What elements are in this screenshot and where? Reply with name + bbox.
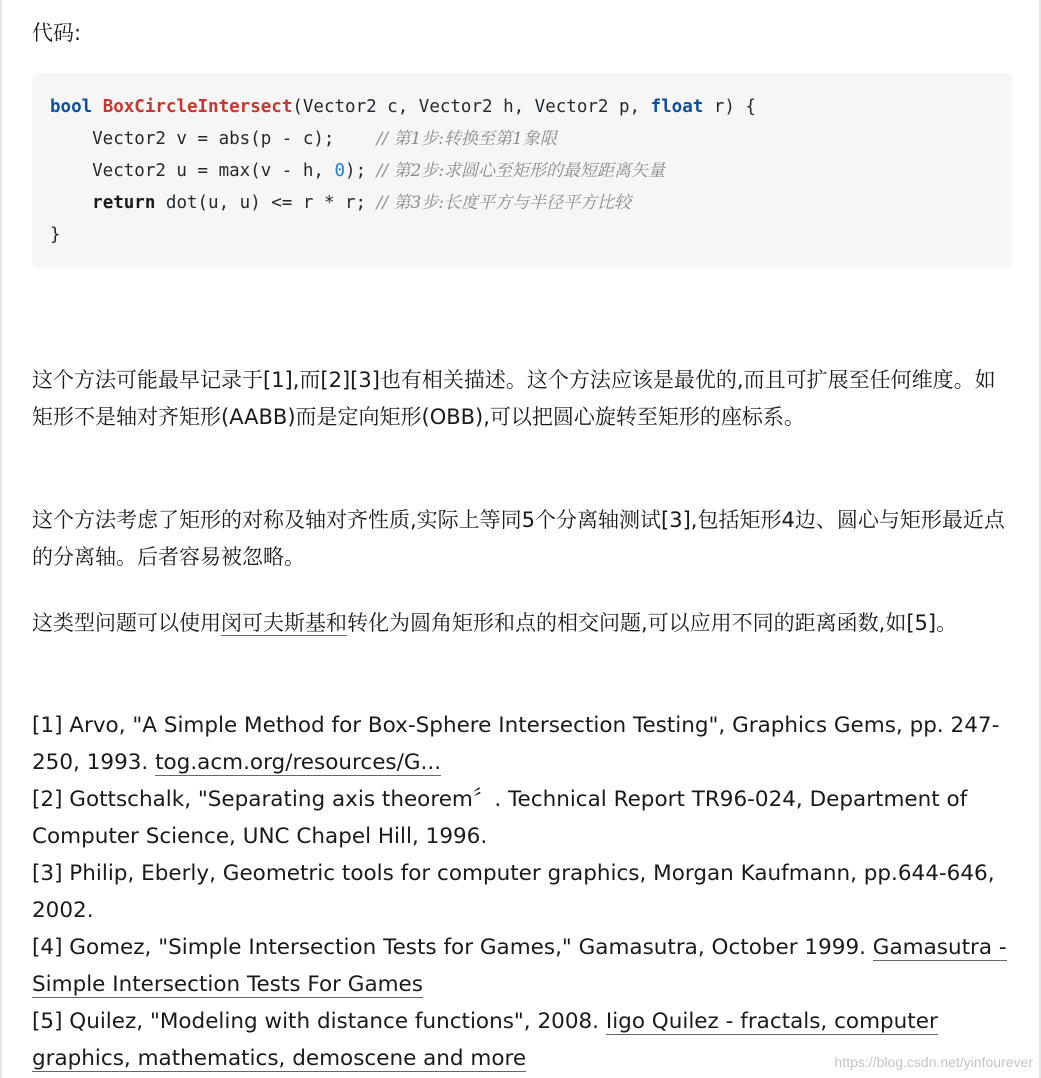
references-list — [32, 707, 1012, 1077]
code-text-span: (Vector2 c, Vector2 h, Vector2 p, — [292, 97, 651, 117]
paragraph-minkowski — [32, 605, 1012, 642]
code-number: 0 — [334, 161, 346, 181]
left-border — [0, 0, 2, 1078]
code-keyword: return — [92, 193, 156, 213]
reference-text: [4] Gomez, "Simple Intersection Tests for Games," Gamasutra, October 1999. — [32, 935, 873, 960]
code-line-1 — [50, 97, 756, 117]
reference-item-3: [3] Philip, Eberly, Geometric tools for computer graphics, Morgan Kaufmann, pp.644-646, 2002. — [32, 861, 995, 923]
code-keyword: bool — [50, 97, 93, 117]
code-text-span: Vector2 v = abs(p - c); — [50, 129, 377, 149]
paragraph-text: 转化为圆角矩形和点的相交问题,可以应用不同的距离函数,如[5]。 — [347, 611, 958, 635]
code-comment: // 第3步:长度平方与半径平方比较 — [376, 193, 632, 213]
paragraph-method-origin: 这个方法可能最早记录于[1],而[2][3]也有相关描述。这个方法应该是最优的,而且可扩展至任何维度。如矩形不是轴对齐矩形(AABB)而是定向矩形(OBB),可以把圆心旋转至矩形的座标系。 — [32, 368, 996, 429]
reference-link-5[interactable]: Iigo Quilez - fractals, computer graphics, mathematics, demoscene and more — [32, 1009, 938, 1071]
paragraph-separating-axis: 这个方法考虑了矩形的对称及轴对齐性质,实际上等同5个分离轴测试[3],包括矩形4边、圆心与矩形最近点的分离轴。后者容易被忽略。 — [32, 508, 1005, 569]
code-block — [32, 73, 1012, 268]
code-keyword: float — [650, 97, 704, 117]
code-text-span: r) { — [703, 97, 756, 117]
reference-item-2: [2] Gottschalk, "Separating axis theorem〞. Technical Report TR96-024, Department of Computer Science, UNC Chapel Hill, 1996. — [32, 787, 968, 849]
reference-item-4 — [32, 929, 1012, 1003]
code-line-5: } — [50, 225, 61, 245]
code-section-label: 代码: — [32, 21, 82, 45]
code-line-4 — [50, 193, 631, 213]
code-text-span: dot(u, u) <= r * r; — [155, 193, 377, 213]
minkowski-sum-link[interactable]: 闵可夫斯基和 — [221, 611, 347, 635]
reference-link-1[interactable]: tog.acm.org/resources/G... — [155, 750, 442, 775]
reference-item-1 — [32, 707, 1012, 781]
code-comment: // 第2步:求圆心至矩形的最短距离矢量 — [376, 161, 666, 181]
reference-text: [1] Arvo, "A Simple Method for Box-Sphere Intersection Testing", Graphics Gems, pp. 247-250, 1993. — [32, 713, 1000, 775]
paragraph-text: 这类型问题可以使用 — [32, 611, 221, 635]
reference-text: [5] Quilez, "Modeling with distance functions", 2008. — [32, 1009, 606, 1034]
code-text-span: Vector2 u = max(v - h, — [50, 161, 335, 181]
code-function-name: BoxCircleIntersect — [102, 97, 293, 117]
code-comment: // 第1步:转换至第1象限 — [376, 129, 557, 149]
watermark: https://blog.csdn.net/yinfourever — [834, 1054, 1033, 1070]
code-line-3 — [50, 161, 665, 181]
reference-link-4[interactable]: Gamasutra - Simple Intersection Tests For Games — [32, 935, 1007, 997]
code-indent — [50, 193, 92, 213]
code-text-span: ); — [345, 161, 377, 181]
code-line-2 — [50, 129, 557, 149]
code-text — [50, 91, 756, 251]
